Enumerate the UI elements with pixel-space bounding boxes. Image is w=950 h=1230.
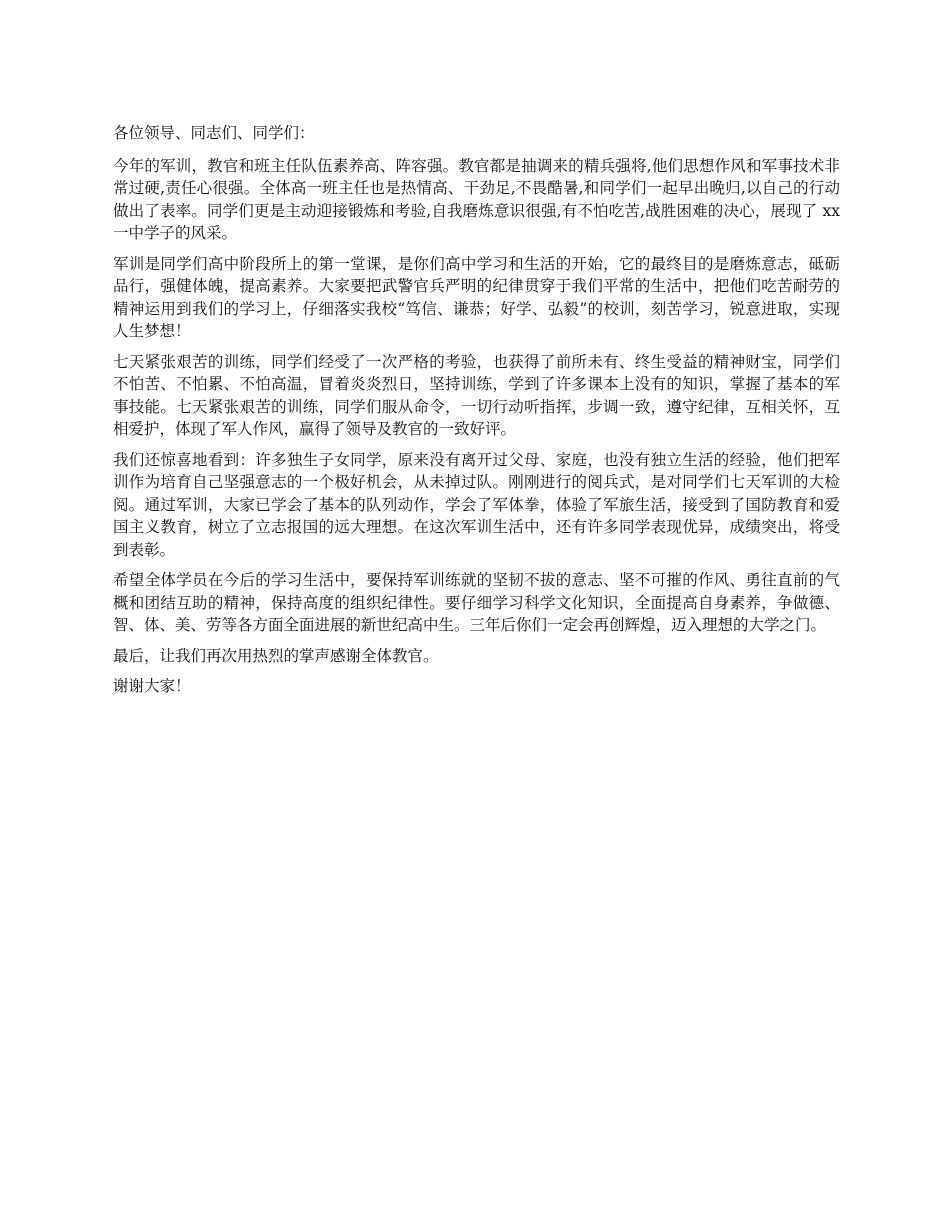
paragraph-5: 希望全体学员在今后的学习生活中，要保持军训练就的坚韧不拔的意志、坚不可摧的作风、勇往直前的气概和团结互助的精神，保持高度的组织纪律性。要仔细学习科学文化知识，全面提高自身素养，争做德、智、体、美、劳等各方面全面进展的新世纪高中生。三年后你们一定会再创辉煌，迈入理想的大学之门。 bbox=[113, 571, 840, 634]
closing-thanks-instructors: 最后，让我们再次用热烈的掌声感谢全体教官。 bbox=[113, 646, 439, 665]
paragraph-1: 今年的军训，教官和班主任队伍素养高、阵容强。教官都是抽调来的精兵强将,他们思想作风和军事技术非常过硬,责任心很强。全体高一班主任也是热情高、干劲足,不畏酷暑,和同学们一起早出晚归,以自己的行动做出了表率。同学们更是主动迎接锻炼和考验,自我磨炼意识很强,有不怕吃苦,战胜困难的决心，展现了 xx 一中学子的风采。 bbox=[113, 156, 840, 242]
paragraph-3: 七天紧张艰苦的训练，同学们经受了一次严格的考验，也获得了前所未有、终生受益的精神财宝，同学们不怕苦、不怕累、不怕高温，冒着炎炎烈日，坚持训练，学到了许多课本上没有的知识，掌握了基本的军事技能。七天紧张艰苦的训练，同学们服从命令，一切行动听指挥，步调一致，遵守纪律，互相关怀，互相爱护，体现了军人作风，赢得了领导及教官的一致好评。 bbox=[113, 352, 840, 438]
paragraph-2: 军训是同学们高中阶段所上的第一堂课，是你们高中学习和生活的开始，它的最终目的是磨炼意志，砥砺品行，强健体魄，提高素养。大家要把武警官兵严明的纪律贯穿于我们平常的生活中，把他们吃苦耐劳的精神运用到我们的学习上，仔细落实我校“笃信、谦恭；好学、弘毅”的校训，刻苦学习，锐意进取，实现人生梦想！ bbox=[113, 254, 840, 340]
document-page bbox=[113, 122, 840, 706]
closing-thanks-all: 谢谢大家！ bbox=[113, 677, 191, 695]
salutation: 各位领导、同志们、同学们： bbox=[113, 124, 315, 142]
paragraph-4: 我们还惊喜地看到：许多独生子女同学，原来没有离开过父母、家庭，也没有独立生活的经验，他们把军训作为培育自己坚强意志的一个极好机会，从未掉过队。刚刚进行的阅兵式，是对同学们七天军训的大检阅。通过军训，大家已学会了基本的队列动作，学会了军体拳，体验了军旅生活，接受到了国防教育和爱国主义教育，树立了立志报国的远大理想。在这次军训生活中，还有许多同学表现优异，成绩突出，将受到表彰。 bbox=[113, 450, 840, 559]
